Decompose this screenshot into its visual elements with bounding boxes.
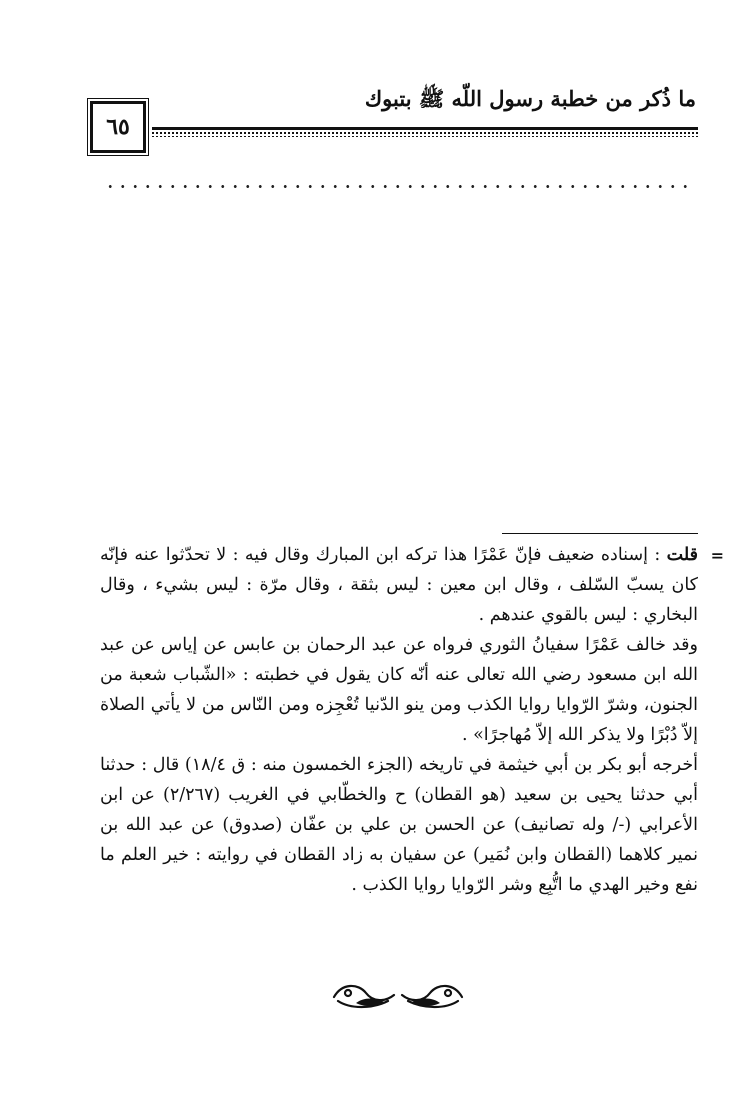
header-rule-pattern-lower: [152, 136, 698, 137]
page-number-box: [90, 101, 146, 153]
paragraph-text: : إسناده ضعيف فإنّ عَمْرًا هذا تركه ابن المبارك وقال فيه : لا تحدّثوا عنه فإنّه كان يسبّ السّلف ، وقال ابن معين : ليس بثقة ، وقال مرّة : ليس بشيء ، وقال البخاري : ليس بالقوي عندهم .: [100, 545, 698, 625]
footnote-body: [100, 540, 698, 900]
header-rule: [152, 127, 698, 130]
footnote-paragraph: [100, 540, 698, 630]
footnote-paragraph: [100, 750, 698, 900]
dotted-separator: [104, 185, 690, 188]
running-header-title: ما ذُكر من خطبة رسول اللّه ﷺ بتبوك: [364, 86, 696, 111]
footnote-paragraph: [100, 630, 698, 750]
page-number: ٦٥: [106, 114, 130, 140]
header-rule-pattern: [152, 132, 698, 134]
footnote-continuation-marker: =: [710, 546, 724, 565]
footnote-rule: [502, 533, 698, 534]
paragraph-text: أخرجه أبو بكر بن أبي خيثمة في تاريخه (الجزء الخمسون منه : ق ١٨/٤) قال : حدثنا أبي حدثنا يحيى بن سعيد (هو القطان) ح والخطّابي في الغريب (٢/٢٦٧) عن ابن الأعرابي (-/ وله تصانيف) عن الحسن بن علي بن عفّان (صدوق) عن عبد الله بن نمير كلاهما (القطان وابن نُمَير) عن سفيان به زاد القطان في روايته : خير العلم ما نفع وخير الهدي ما اتُّبِع وشر الرّوايا روايا الكذب .: [100, 755, 699, 895]
paragraph-lead: قلت: [666, 545, 698, 565]
paragraph-text: وقد خالف عَمْرًا سفيانُ الثوري فرواه عن عبد الرحمان بن عابس عن إياس عن عبد الله ابن مسعود رضي الله تعالى عنه أنّه كان يقول في خطبته : «الشّباب شعبة من الجنون، وشرّ الرّوايا روايا الكذب ومن ينو الدّنيا تُعْجِزه ومن النّاس من لا يأتي الصلاة إلاّ دُبْرًا ولا يذكر الله إلاّ مُهاجرًا» .: [100, 635, 698, 745]
decorative-ornament-icon: [328, 975, 468, 1015]
